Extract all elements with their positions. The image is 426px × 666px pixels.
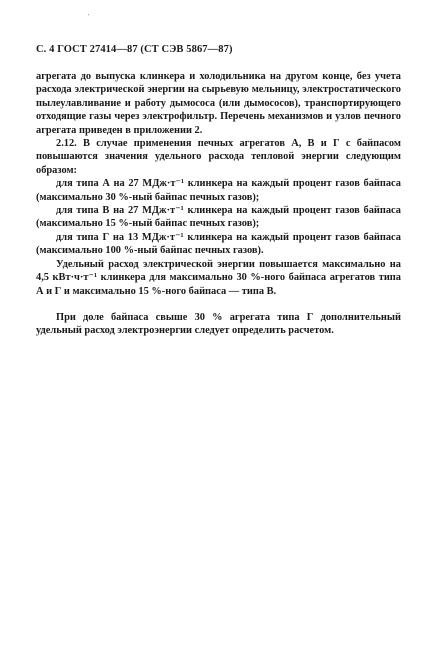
paragraph-type-g: для типа Г на 13 МДж·т⁻¹ клинкера на каждый процент газов байпаса (максимально 100 %-ный байпас печных газов). <box>36 231 401 257</box>
page-mark: ' <box>88 14 90 20</box>
paragraph-bypass-over-30: При доле байпаса свыше 30 % агрегата типа Г дополнительный удельный расход электроэнергии следует определить расчетом. <box>36 311 401 337</box>
paragraph-type-b: для типа В на 27 МДж·т⁻¹ клинкера на каждый процент газов байпаса (максимально 15 %-ный байпас печных газов); <box>36 205 401 230</box>
paragraph-electric-energy: Удельный расход электрической энергии повышается максимально на 4,5 кВт·ч·т⁻¹ клинкера для максимально 30 %-ного байпаса агрегатов типа А и Г и максимально 15 %-ного байпаса — типа В. <box>36 258 401 297</box>
paragraph-type-a: для типа А на 27 МДж·т⁻¹ клинкера на каждый процент газов байпаса (максимально 30 %-ный байпас печных газов); <box>36 178 401 203</box>
paragraph-continuation: агрегата до выпуска клинкера и холодильника на другом конце, без учета расхода электрической энергии на сырьевую мельницу, электростатического пылеулавливание и работу дымососа (или дымососов), транспортирующего отходящие газы через электрофильтр. Перечень механизмов и узлов печного агрегата приведен в приложении 2. <box>36 71 401 136</box>
paragraph-2-12: 2.12. В случае применения печных агрегатов А, В и Г с байпасом повышаются значения удельного расхода тепловой энергии следующим образом: <box>36 138 401 176</box>
page-header: С. 4 ГОСТ 27414—87 (СТ СЭВ 5867—87) <box>36 44 233 55</box>
document-body <box>36 70 401 338</box>
